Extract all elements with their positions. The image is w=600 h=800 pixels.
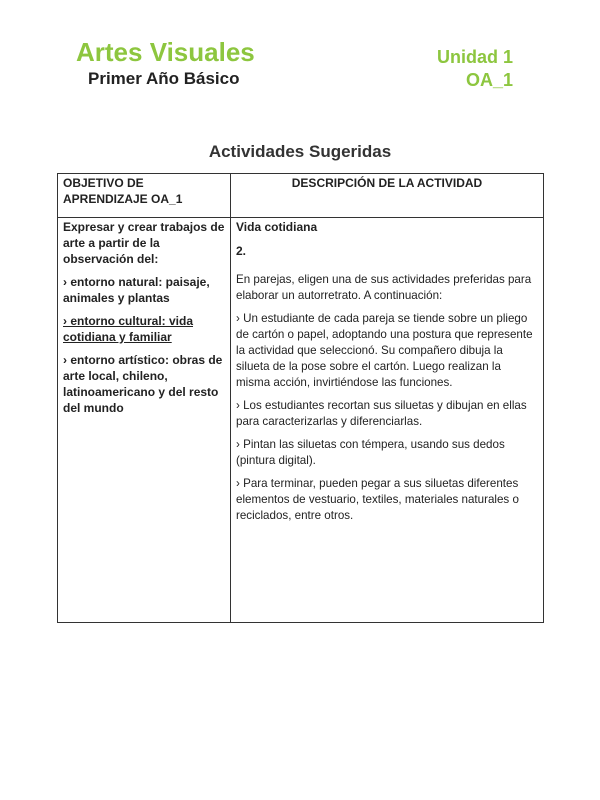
objective-intro: Expresar y crear trabajos de arte a partir de la observación del: bbox=[63, 220, 225, 266]
activity-step: › Pintan las siluetas con témpera, usando sus dedos (pintura digital). bbox=[236, 438, 505, 467]
objective-cell bbox=[58, 218, 231, 623]
activity-number: 2. bbox=[236, 244, 247, 258]
description-column-header: DESCRIPCIÓN DE LA ACTIVIDAD bbox=[231, 174, 544, 218]
document-title: Artes Visuales bbox=[76, 37, 255, 67]
activity-step: › Para terminar, pueden pegar a sus siluetas diferentes elementos de vestuario, textiles, materiales naturales o reciclados, entre otros. bbox=[236, 477, 519, 522]
objective-item-cultural: › entorno cultural: vida cotidiana y familiar bbox=[63, 314, 194, 344]
objective-column-header: OBJETIVO DE APRENDIZAJE OA_1 bbox=[58, 174, 231, 218]
objective-item-artistic: › entorno artístico: obras de arte local, chileno, latinoamericano y del resto del mundo bbox=[63, 353, 223, 415]
objective-item-cultural-wrapper bbox=[63, 313, 226, 345]
unit-label: Unidad 1 bbox=[436, 47, 513, 67]
activity-paragraph: En parejas, eligen una de sus actividades preferidas para elaborar un autorretrato. A continuación: bbox=[236, 273, 532, 302]
oa-label: OA_1 bbox=[465, 70, 513, 90]
activities-table bbox=[57, 173, 544, 623]
objective-item-natural: › entorno natural: paisaje, animales y plantas bbox=[63, 275, 210, 305]
table-row bbox=[58, 218, 544, 623]
activity-step: › Los estudiantes recortan sus siluetas y dibujan en ellas para caracterizarlas y diferenciarlas. bbox=[236, 399, 527, 428]
document-subtitle: Primer Año Básico bbox=[88, 69, 240, 88]
activity-step: › Un estudiante de cada pareja se tiende sobre un pliego de cartón o papel, adoptando una postura que represente la actividad que seleccionó. Su compañero dibuja la silueta de la pose sobre el cartón. Luego realizan la misma acción, invirtiéndose las funciones. bbox=[236, 312, 533, 389]
section-title: Actividades Sugeridas bbox=[208, 142, 392, 161]
activity-title: Vida cotidiana bbox=[236, 220, 318, 234]
description-cell bbox=[231, 218, 544, 623]
table-header-row bbox=[58, 174, 544, 218]
